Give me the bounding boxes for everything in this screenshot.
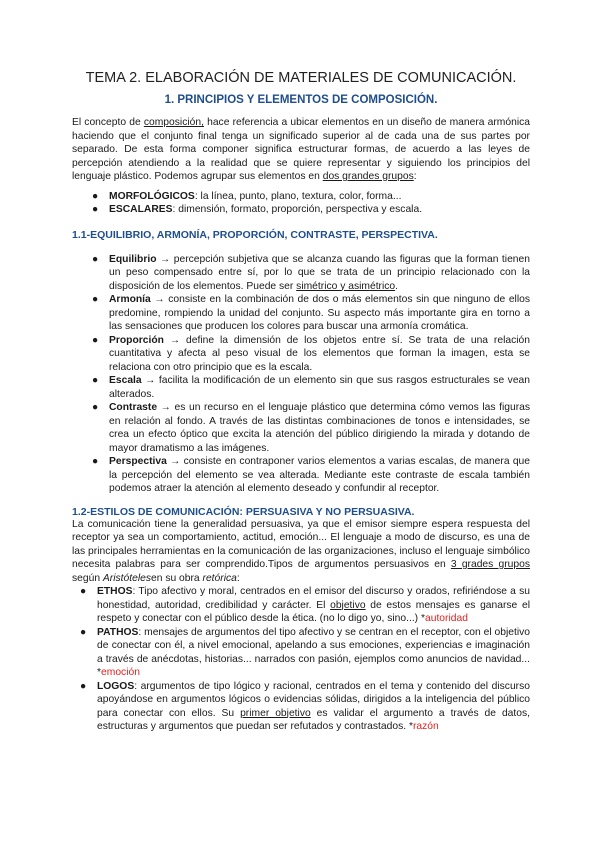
list-item: ● Escala → facilita la modificación de un elemento sin que sus rasgos estructurales se vean alterados.	[92, 375, 530, 400]
persuasion-list	[72, 585, 530, 734]
section-1-1-heading: 1.1-EQUILIBRIO, ARMONÍA, PROPORCIÓN, CONTRASTE, PERSPECTIVA.	[72, 228, 438, 241]
section-1-heading: 1. PRINCIPIOS Y ELEMENTOS DE COMPOSICIÓN.	[164, 94, 438, 106]
list-item: ● Equilibrio → percepción subjetiva que se alcanza cuando las figuras que la forman tienen un peso compensado entre sí, por lo que se trata de un principio relacionado con la disposición de los elementos. Puede ser simétrico y asimétrico.	[92, 253, 530, 292]
list-item: ● ESCALARES: dimensión, formato, proporción, perspectiva y escala.	[92, 204, 423, 215]
list-item: ● Perspectiva → consiste en contraponer varios elementos a varias escalas, de manera que la percepción del elemento se vea alterada. Mediante este contraste de escala también podemos atraer la atención al elemento deseado y confundir al receptor.	[92, 456, 530, 494]
list-item: ● ETHOS: Tipo afectivo y moral, centrados en el emisor del discurso y orados, refiriéndose a su honestidad, autoridad, credibilidad y carácter. El objetivo de estos mensajes es ganarse el respeto y conectar con el público desde la ética. (no lo digo yo, sino...) *autoridad	[80, 586, 530, 624]
list-item: ● Proporción → define la dimensión de los objetos entre sí. Se trata de una relación cuantitativa y afecta al peso visual de los elementos que forman la imagen, esta se relaciona con otro principio que es la escala.	[92, 334, 530, 373]
section-1-paragraph: El concepto de composición, hace referencia a ubicar elementos en un diseño de manera armónica haciendo que el conjunto final tenga un significado superior al de cada una de sus partes por separado. De esta forma componer significa estructurar formas, de acuerdo a las leyes de percepción atendiendo a la realidad que se quiere representar y siguiendo los principios del lenguaje plástico. Podemos agrupar sus elementos en dos grandes grupos:	[72, 117, 530, 182]
list-item: ● MORFOLÓGICOS: la línea, punto, plano, textura, color, forma...	[92, 190, 402, 202]
list-item: ● Contraste → es un recurso en el lenguaje plástico que determina cómo vemos las figuras en relación al fondo. A través de las distintas combinaciones de tonos e intensidades, se crea un efecto óptico que excita la atención del público dirigiendo la mirada y dotando de mayor dramatismo a las imágenes.	[92, 402, 530, 454]
section-1-2-heading: 1.2-ESTILOS DE COMUNICACIÓN: PERSUASIVA Y NO PERSUASIVA.	[72, 505, 415, 518]
document-title: TEMA 2. ELABORACIÓN DE MATERIALES DE COMUNICACIÓN.	[85, 70, 517, 86]
principles-list	[72, 253, 530, 496]
document-page	[72, 70, 530, 734]
list-item: ● LOGOS: argumentos de tipo lógico y racional, centrados en el tema y contenido del discurso apoyándose en argumentos lógicos o evidencias sólidas, dirigidos a la inteligencia del público para conectar con ellos. Su primer objetivo es validar el argumento a través de datos, estructuras y argumentos que puedan ser refutados y contrastados. *razón	[80, 680, 531, 732]
list-item: ● PATHOS: mensajes de argumentos del tipo afectivo y se centran en el receptor, con el objetivo de conectar con él, a nivel emocional, apelando a sus emociones, experiencias e imaginación a través de anécdotas, historias... narrados con pasión, ejemplos como anuncios de navidad... *emoción	[80, 626, 530, 678]
list-item: ● Armonía → consiste en la combinación de dos o más elementos sin que ninguno de ellos predomine, rompiendo la unidad del conjunto. Su aspecto más importante gira en torno a las sensaciones que producen los colores para buscar una armonía cromática.	[92, 294, 530, 332]
section-1-2-paragraph: La comunicación tiene la generalidad persuasiva, ya que el emisor siempre espera respuesta del receptor ya sea un comportamiento, actitud, emoción... El lenguaje a modo de discurso, es una de las principales herramientas en la comunicación de las organizaciones, incluso el lenguaje simbólico necesita palabras para ser comprendido.Tipos de argumentos persuasivos en 3 grades grupos según Aristótelesen su obra retórica:	[72, 518, 530, 584]
element-groups-list	[72, 190, 530, 217]
